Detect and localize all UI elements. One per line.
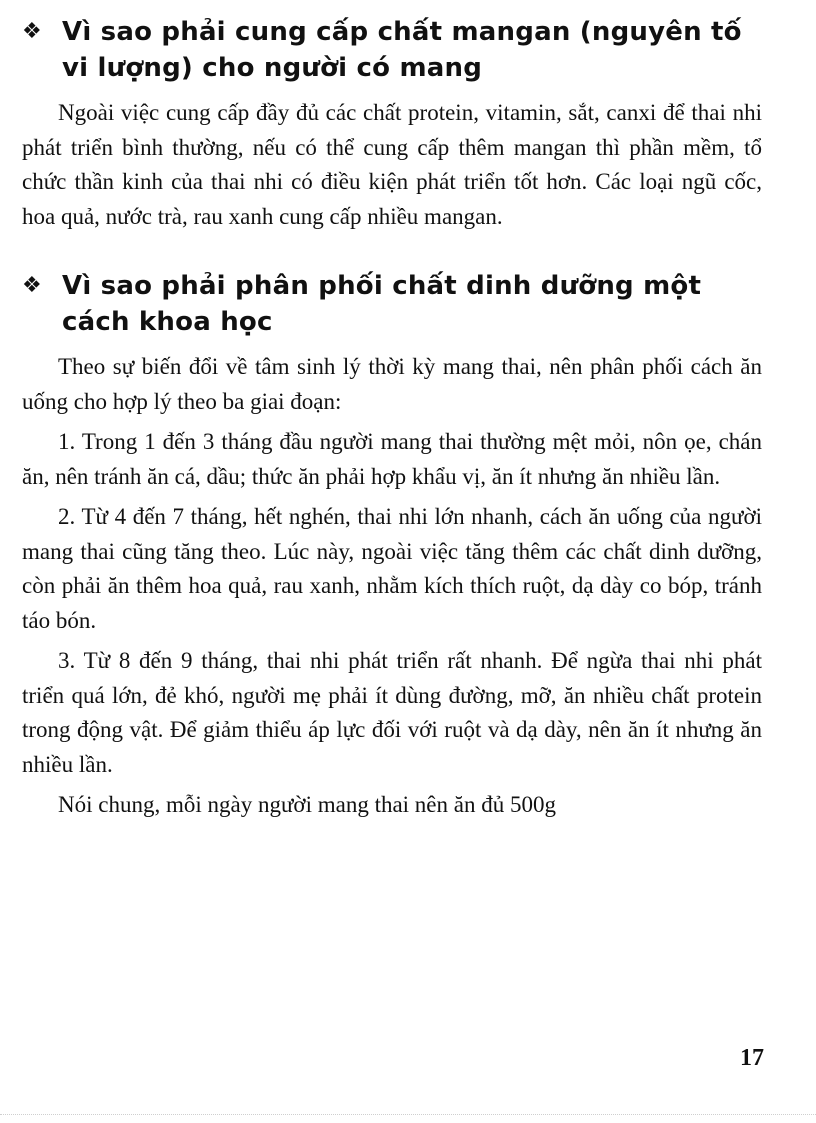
page-number: 17 bbox=[740, 1045, 764, 1071]
section-heading-nutrition-distribution bbox=[22, 268, 762, 340]
paragraph-stage-2: 2. Từ 4 đến 7 tháng, hết nghén, thai nhi lớn nhanh, cách ăn uống của người mang thai cũng tăng theo. Lúc này, ngoài việc tăng thêm các chất dinh dưỡng, còn phải ăn thêm hoa quả, rau xanh, nhằm kích thích ruột, dạ dày co bóp, tránh táo bón. bbox=[22, 504, 762, 633]
book-page bbox=[22, 14, 762, 829]
page-edge-divider bbox=[0, 1114, 816, 1115]
paragraph: Ngoài việc cung cấp đầy đủ các chất protein, vitamin, sắt, canxi để thai nhi phát triển bình thường, nếu có thể cung cấp thêm mangan thì phần mềm, tổ chức thần kinh của thai nhi có điều kiện phát triển tốt hơn. Các loại ngũ cốc, hoa quả, nước trà, rau xanh cung cấp nhiều mangan. bbox=[22, 100, 762, 229]
paragraph: Theo sự biến đổi về tâm sinh lý thời kỳ mang thai, nên phân phối cách ăn uống cho hợp lý theo ba giai đoạn: bbox=[22, 354, 762, 414]
paragraph-stage-1: 1. Trong 1 đến 3 tháng đầu người mang thai thường mệt mỏi, nôn ọe, chán ăn, nên tránh ăn cá, dầu; thức ăn phải hợp khẩu vị, ăn ít nhưng ăn nhiều lần. bbox=[22, 429, 762, 489]
diamond-bullet-icon: ❖ bbox=[22, 19, 42, 44]
section-title: Vì sao phải phân phối chất dinh dưỡng một cách khoa học bbox=[62, 271, 702, 337]
section-heading-manganese bbox=[22, 14, 762, 86]
paragraph: Nói chung, mỗi ngày người mang thai nên ăn đủ 500g bbox=[58, 792, 556, 817]
paragraph-stage-3: 3. Từ 8 đến 9 tháng, thai nhi phát triển rất nhanh. Để ngừa thai nhi phát triển quá lớn, đẻ khó, người mẹ phải ít dùng đường, mỡ, ăn nhiều chất protein trong động vật. Để giảm thiểu áp lực đối với ruột và dạ dày, nên ăn ít nhưng ăn nhiều lần. bbox=[22, 648, 762, 777]
diamond-bullet-icon: ❖ bbox=[22, 273, 42, 298]
section-title: Vì sao phải cung cấp chất mangan (nguyên tố vi lượng) cho người có mang bbox=[62, 17, 742, 83]
